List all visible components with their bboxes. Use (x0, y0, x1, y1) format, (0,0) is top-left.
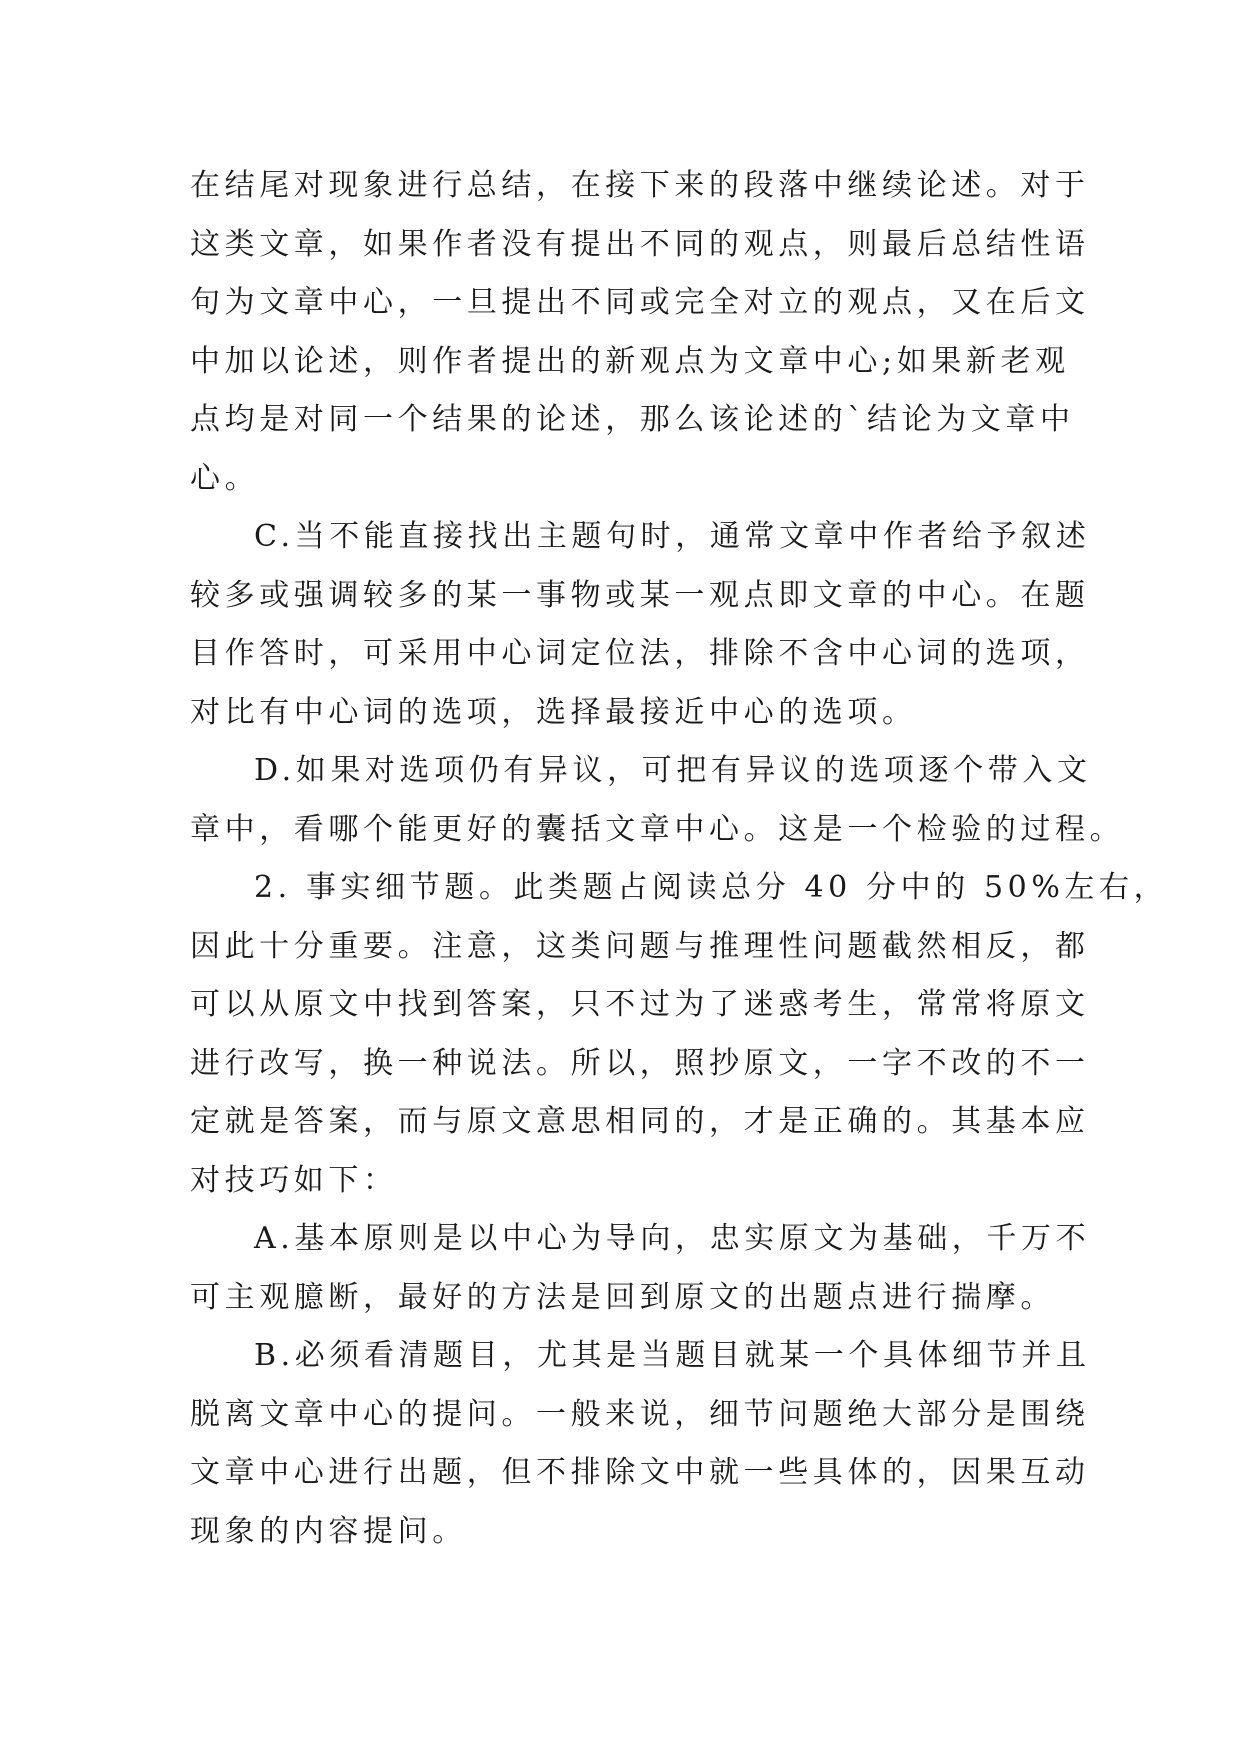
paragraph-a (190, 1210, 1091, 1327)
text-line: 现象的内容提问。 (190, 1513, 467, 1549)
text-line: 可主观臆断，最好的方法是回到原文的出题点进行揣摩。 (190, 1279, 1055, 1315)
paragraph-d (190, 742, 1125, 859)
text-line: C.当不能直接找出主题句时，通常文章中作者给予叙述 (254, 519, 1091, 554)
text-line: 中加以论述，则作者提出的新观点为文章中心;如果新老观 (190, 343, 1070, 379)
text-line: 进行改写，换一种说法。所以，照抄原文，一字不改的不一 (190, 1045, 1090, 1081)
text-line: B.必须看清题目，尤其是当题目就某一个具体细节并且 (254, 1338, 1091, 1373)
text-line: 文章中心进行出题，但不排除文中就一些具体的，因果互动 (190, 1455, 1090, 1490)
text-line: D.如果对选项仍有异议，可把有异议的选项逐个带入文 (254, 753, 1092, 788)
text-line: 这类文章，如果作者没有提出不同的观点，则最后总结性语 (190, 226, 1090, 262)
text-line: A.基本原则是以中心为导向，忠实原文为基础，千万不 (254, 1221, 1091, 1256)
text-line: 目作答时，可采用中心词定位法，排除不含中心词的选项， (190, 636, 1090, 671)
text-line: 脱离文章中心的提问。一般来说，细节问题绝大部分是围绕 (190, 1396, 1090, 1432)
text-line: 因此十分重要。注意，这类问题与推理性问题截然相反，都 (190, 928, 1090, 964)
text-line: 章中，看哪个能更好的囊括文章中心。这是一个检验的过程。 (190, 811, 1125, 847)
paragraph-section-2 (190, 859, 1169, 1210)
text-line: 可以从原文中找到答案，只不过为了迷惑考生，常常将原文 (190, 987, 1090, 1022)
paragraph-continuation (190, 157, 1090, 508)
text-line: 较多或强调较多的某一事物或某一观点即文章的中心。在题 (190, 577, 1090, 613)
paragraph-c (190, 508, 1091, 742)
body-text (190, 157, 1169, 1561)
text-line: 对比有中心词的选项，选择最接近中心的选项。 (190, 694, 917, 730)
text-line: 句为文章中心，一旦提出不同或完全对立的观点，又在后文 (190, 285, 1090, 320)
paragraph-b (190, 1327, 1091, 1561)
text-line: 2. 事实细节题。此类题占阅读总分 40 分中的 50%左右， (254, 870, 1169, 905)
text-line: 定就是答案，而与原文意思相同的，才是正确的。其基本应 (190, 1104, 1090, 1139)
text-line: 对技巧如下： (190, 1162, 398, 1198)
text-line: 心。 (190, 460, 260, 496)
text-line: 点均是对同一个结果的论述，那么该论述的`结论为文章中 (190, 402, 1075, 437)
text-line: 在结尾对现象进行总结，在接下来的段落中继续论述。对于 (190, 168, 1090, 203)
